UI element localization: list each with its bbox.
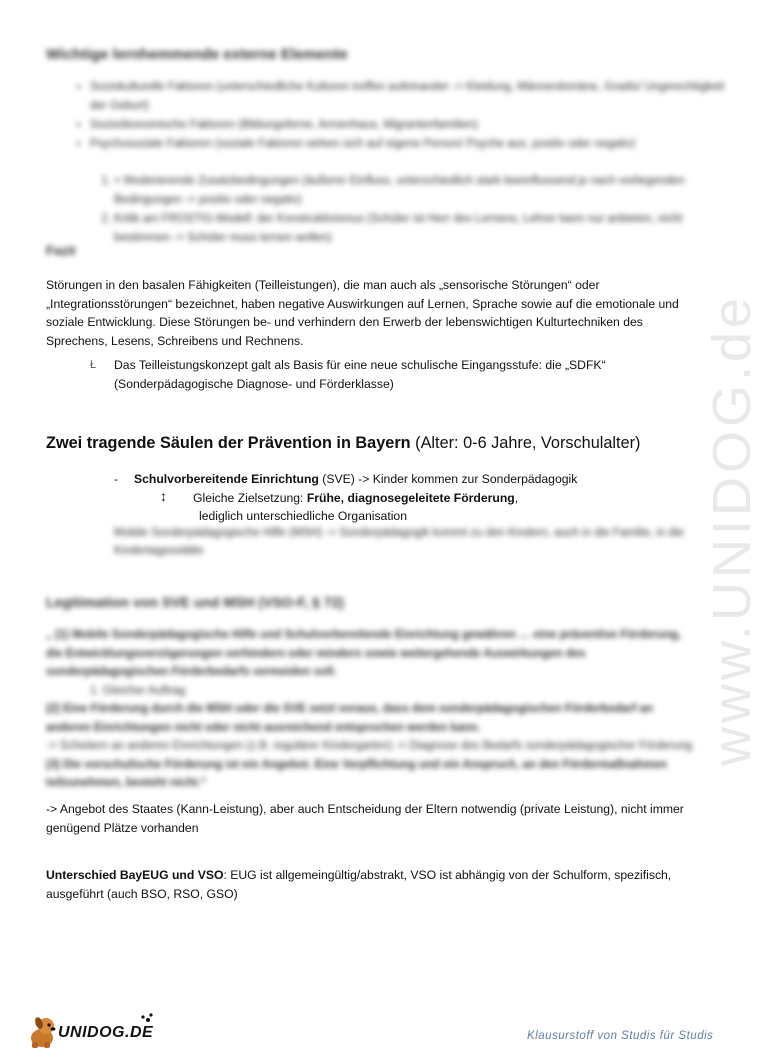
- saeulen-heading-rest: (Alter: 0-6 Jahre, Vorschulalter): [410, 434, 641, 452]
- blurred-legit-line: (3) Die vorschulische Förderung ist ein Angebot. Eine Verpflichtung und ein Anspruch, an den Fördermaßnahmen teilzunehmen, besteht nicht.“: [46, 758, 667, 789]
- saeulen-heading: [46, 434, 640, 453]
- blurred-legit-line: (2) Eine Förderung durch die MSH oder die SVE setzt voraus, dass dem sonderpädagogischen Förderbedarf an anderen Einrichtungen nicht oder nicht ausreichend entsprochen werden kann.: [46, 703, 654, 734]
- blurred-heading: Wichtige lernhemmende externe Elemente: [46, 46, 348, 63]
- footer-slogan: Klausurstoff von Studis für Studis: [527, 1030, 714, 1042]
- unterschied-text: [46, 866, 706, 903]
- blurred-numbered-item: 2. Kritik am FROSTIG-Modell: der Konstruktivismus (Schüler ist Herr des Lernens, Lehrer kann nur anbieten, nicht bestimmen -> Schüler muss lernen wollen): [114, 210, 704, 248]
- logo-text: UNIDOG.DE: [58, 1024, 154, 1041]
- up-down-arrow-icon: ↕: [160, 488, 167, 504]
- blurred-bullet-list: [64, 78, 730, 154]
- blurred-legit-line: 1. Gleicher Auftrag: [90, 684, 186, 697]
- unterschied-bold: Unterschied BayEUG und VSO: [46, 868, 224, 882]
- angebot-text: -> Angebot des Staates (Kann-Leistung), aber auch Entscheidung der Eltern notwendig (private Leistung), nicht immer genügend Plätze vorhanden: [46, 802, 684, 835]
- blurred-legitimation-text: [46, 626, 696, 793]
- saeulen-heading-bold: Zwei tragende Säulen der Prävention in Bayern: [46, 434, 411, 452]
- sve-item: [114, 470, 714, 489]
- zielsetzung-line: [193, 489, 518, 508]
- ziel-prefix: Gleiche Zielsetzung:: [193, 491, 307, 505]
- sve-text: [134, 472, 577, 486]
- ziel-suffix: ,: [514, 491, 519, 505]
- blurred-bullet: • Sozioökonomische Faktoren (Bildungsferne, Armenhaus, Migrantenfamilien): [90, 116, 730, 135]
- sdfk-text: Das Teilleistungskonzept galt als Basis für eine neue schulische Eingangsstufe: die „SDFK“ (Sonderpädagogische Diagnose- und Förderklasse): [114, 358, 606, 391]
- blurred-legit-line: -> Scheitern an anderen Einrichtungen (z.B. regulärer Kindergarten) -> Diagnose des Bedarfs sonderpädagogischer Förderung: [46, 740, 693, 752]
- blurred-legit-line: „ (1) Mobile Sonderpädagogische Hilfe und Schulvorbereitende Einrichtung gewähren … eine präventive Förderung, die Entwicklungsverzögerungen verhindern oder mindern sowie weitergehende Auswirkungen des sonderpädagogischen Förderbedarfs vermeiden soll.: [46, 629, 682, 678]
- dash-marker: -: [114, 472, 119, 486]
- watermark: www.UNIDOG.de: [702, 293, 762, 767]
- blurred-bullet: • Soziokulturelle Faktoren (unterschiedliche Kulturen treffen aufeinander -> Kleidung, Männerdomäne, Gradis/ Ungerechtigkeit der Geburt): [90, 78, 730, 116]
- sve-rest: (SVE) -> Kinder kommen zur Sonderpädagogik: [318, 472, 578, 486]
- ziel-bold: Frühe, diagnosegeleitete Förderung: [306, 491, 515, 505]
- blurred-numbered-item: 1. + Moderierende Zusatzbedingungen (äußerer Einfluss, unterschiedlich stark beeinflussend je nach vorliegenden Bedingungen -> positiv oder negativ): [114, 172, 704, 210]
- blurred-bullet: • Psychosoziale Faktoren (soziale Faktoren wirken sich auf eigene Person/ Psyche aus, positiv oder negativ): [90, 135, 730, 154]
- sve-bold: Schulvorbereitende Einrichtung: [134, 472, 319, 486]
- fazit-heading: Fazit: [46, 243, 76, 258]
- blurred-numbered-list: [90, 172, 704, 248]
- blurred-msh-item: Mobile Sonderpädagogische Hilfe (MSH) -> Sonderpädagogik kommt zu den Kindern, auch in die Familie, in die Kindertagesstätte: [114, 527, 684, 557]
- organisation-line: lediglich unterschiedliche Organisation: [199, 509, 407, 523]
- unterschied-rest: : EUG ist allgemeingültig/abstrakt, VSO ist abhängig von der Schulform, spezifisch, ausgeführt (auch BSO, RSO, GSO): [46, 868, 672, 901]
- arrow-glyph-icon: Ł: [90, 359, 97, 371]
- blurred-legitimation-heading: Legitimation von SVE und MSH (VSO-F, § 72): [46, 594, 344, 610]
- fazit-paragraph: Störungen in den basalen Fähigkeiten (Teilleistungen), die man auch als „sensorische Störungen“ oder „Integrationsstörungen“ bezeichnet, haben negative Auswirkungen auf Lernen, Sprache sowie auf die emotionale und soziale Entwicklung. Diese Störungen be- und verhindern den Erwerb der lebenswichtigen Kulturtechniken des Sprechens, Lesens, Schreibens und Rechnens.: [46, 278, 679, 348]
- sdfk-item: [90, 356, 710, 393]
